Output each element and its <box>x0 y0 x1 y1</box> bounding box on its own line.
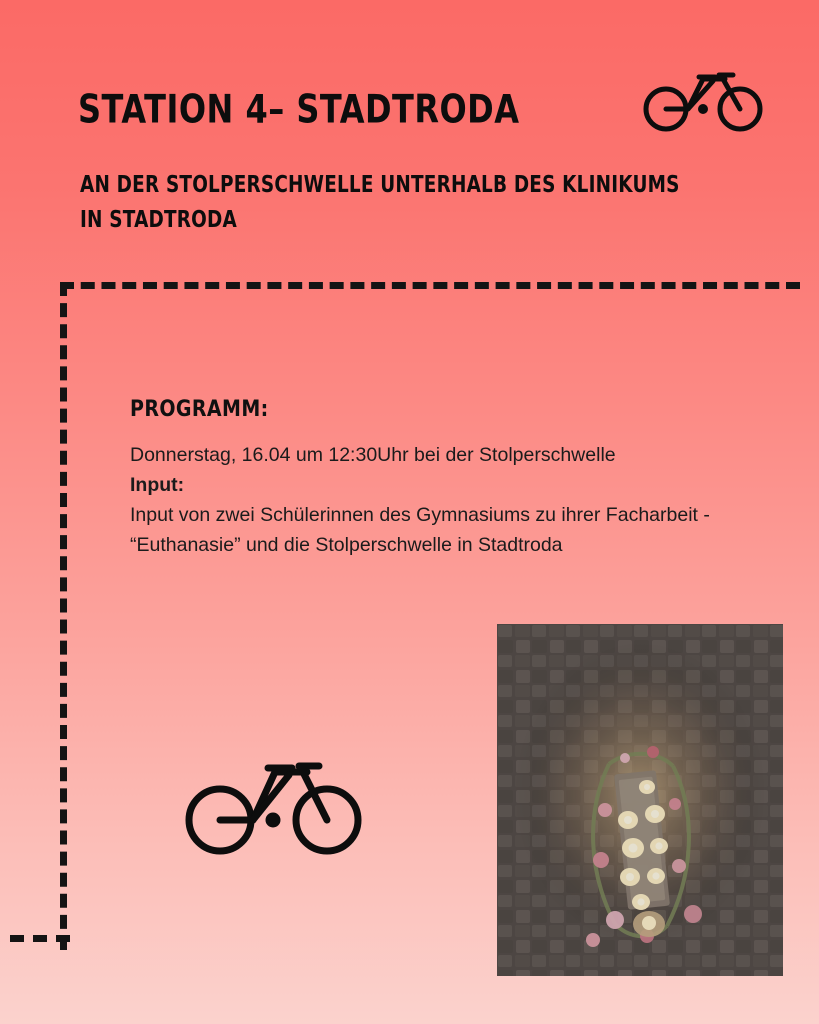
program-details <box>130 440 730 560</box>
input-text: Input von zwei Schülerinnen des Gymnasiums zu ihrer Facharbeit - “Euthanasie” und die Stolperschwelle in Stadtroda <box>130 504 710 556</box>
bicycle-icon <box>641 59 765 133</box>
bicycle-icon <box>183 742 363 860</box>
dashed-frame-stub <box>10 935 70 942</box>
page-title: STATION 4– STADTRODA <box>78 86 520 133</box>
page-subtitle: AN DER STOLPERSCHWELLE UNTERHALB DES KLINIKUMS IN STADTRODA <box>80 171 680 234</box>
schedule-line: Donnerstag, 16.04 um 12:30Uhr bei der Stolperschwelle <box>130 444 616 466</box>
memorial-candles-photo <box>497 624 783 976</box>
input-label: Input: <box>130 474 185 496</box>
program-heading: PROGRAMM: <box>130 396 269 422</box>
